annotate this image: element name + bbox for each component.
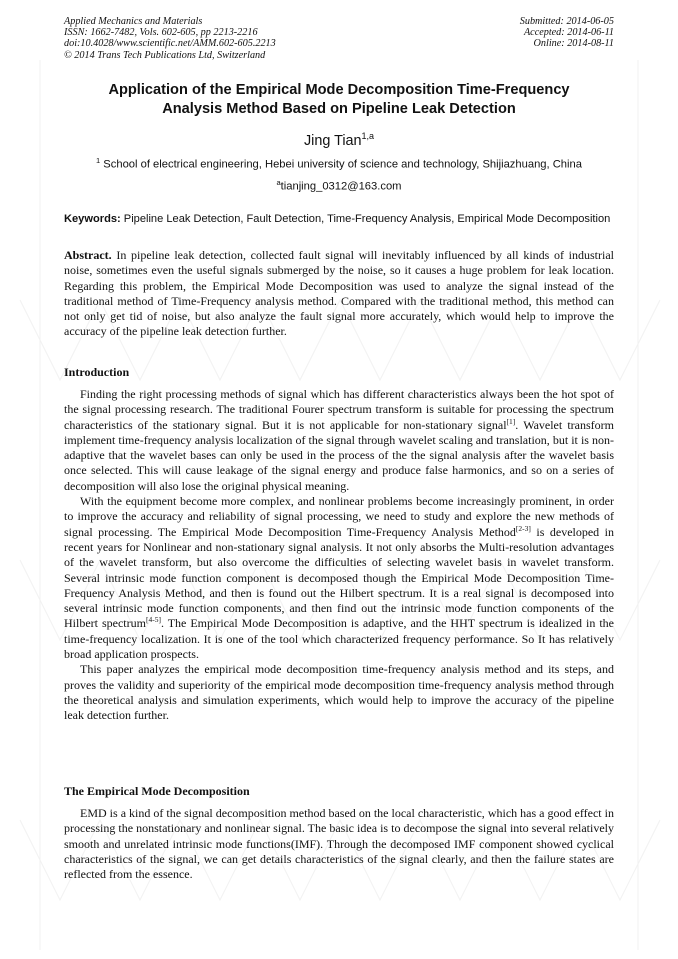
doi-line: doi:10.4028/www.scientific.net/AMM.602-605.2213	[64, 38, 276, 50]
intro-p2-text-a: With the equipment become more complex, and nonlinear problems become increasingly prominent, in order to improve the accuracy and reliability of signal processing, we need to study and explore the new methods of signal processing. The Empirical Mode Decomposition Time-Frequency Analysis Method	[64, 494, 614, 539]
title-line-2: Analysis Method Based on Pipeline Leak Detection	[162, 100, 516, 117]
citation-1[interactable]: [1]	[506, 416, 516, 426]
email-sup: a	[276, 178, 281, 187]
journal-header	[64, 16, 276, 61]
affiliation-text: School of electrical engineering, Hebei university of science and technology, Shijiazhuang, China	[100, 158, 582, 171]
online-date: Online: 2014-08-11	[533, 38, 614, 50]
accepted-date: Accepted: 2014-06-11	[523, 27, 614, 39]
dates-header	[520, 16, 614, 50]
intro-paragraph-2	[64, 494, 614, 662]
citation-2-3[interactable]: [2-3]	[515, 523, 531, 533]
intro-paragraph-1	[64, 387, 614, 494]
author-sup: 1,a	[361, 131, 375, 141]
copyright-line: © 2014 Trans Tech Publications Ltd, Switzerland	[64, 49, 266, 61]
author	[64, 131, 614, 149]
title-line-1: Application of the Empirical Mode Decomposition Time-Frequency	[108, 82, 570, 98]
introduction-body	[64, 387, 614, 724]
intro-p1-text-a: Finding the right processing methods of signal which has different characteristics always been the hot spot of the signal processing research. The traditional Fourer spectrum transform is suitable for processing the spectrum characteristics of the stationary signal. But it is not applicable for non-stationary signal	[64, 387, 614, 432]
citation-4-5[interactable]: [4-5]	[145, 615, 161, 625]
intro-p2-text-b: is developed in recent years for Nonlinear and non-stationary signal analysis. It not only absorbs the Multi-resolution advantages of the wavelet transform, but also overcome the difficulties of selecting wavelet basis in wavelet transform. Several intrinsic mode function component is decomposed though the Empirical Mode Decomposition Time-Frequency Analysis Method, and then is found out the Hilbert spectrum. It is a real signal is decomposed into several intrinsic mode function components, and then find out the intrinsic mode function components of the Hilbert spectrum	[64, 524, 614, 631]
emd-body	[64, 806, 614, 882]
keywords	[64, 212, 614, 226]
affiliation	[60, 156, 618, 171]
keywords-label: Keywords:	[64, 213, 121, 225]
author-email	[64, 178, 614, 193]
submitted-date: Submitted: 2014-06-05	[519, 16, 614, 27]
section-heading-emd: The Empirical Mode Decomposition	[64, 784, 250, 798]
author-name: Jing Tian	[303, 132, 362, 149]
email-text[interactable]: tianjing_0312@163.com	[280, 180, 402, 193]
intro-paragraph-3: This paper analyzes the empirical mode decomposition time-frequency analysis method and its steps, and proves the validity and superiority of the empirical mode decomposition time-frequency analysis method through the theoretical analysis and simulation experiments, which would help to improve the accuracy of the pipeline leak detection further.	[64, 662, 614, 723]
issn-line: ISSN: 1662-7482, Vols. 602-605, pp 2213-2216	[64, 27, 258, 39]
abstract	[64, 248, 614, 340]
affiliation-sup: 1	[96, 156, 101, 165]
intro-p1-text-b: . Wavelet transform implement time-frequency analysis localization of the signal through wavelet scaling and translation, but it is non-adaptive that the wavelet bases can only be used in the process of the the signal analysis after the wavelet basis once selected. This will cause leakage of the signal energy and produce false harmonics, and so on a series of decomposition will also lose the original physical meaning.	[64, 417, 615, 493]
emd-paragraph-1: EMD is a kind of the signal decomposition method based on the local characteristic, which has a good effect in processing the nonstationary and nonlinear signal. The basic idea is to decompose the signal into several relatively smooth and unrelated intrinsic mode functions(IMF). Through the decomposed IMF component showed cyclical characteristics of the signal, we can get details characteristics of the signal clearly, and then the failure states are reflected from the essence.	[64, 806, 614, 882]
keywords-text: Pipeline Leak Detection, Fault Detection, Time-Frequency Analysis, Empirical Mode Decomposition	[120, 213, 611, 225]
section-heading-introduction: Introduction	[64, 365, 130, 379]
abstract-label: Abstract.	[64, 248, 112, 262]
paper-title	[64, 81, 614, 118]
abstract-text: In pipeline leak detection, collected fault signal will inevitably influenced by all kinds of industrial noise, sometimes even the useful signals submerged by the noise, so it causes a huge problem for leak location. Regarding this problem, the Empirical Mode Decomposition was used to analyze the signal instead of the traditional method of Time-Frequency analysis method. Compared with the traditional method, this method can not only get tid of noise, but also analyze the fault signal more accurately, which would help to improve the accuracy of the pipeline leak detection further.	[64, 248, 614, 339]
intro-p2-text-c: . The Empirical Mode Decomposition is adaptive, and the HHT spectrum is idealized in the time-frequency localization. It is one of the tool which characterized frequency performance. So It has relatively broad application prospects.	[64, 616, 614, 662]
journal-name: Applied Mechanics and Materials	[64, 16, 203, 27]
